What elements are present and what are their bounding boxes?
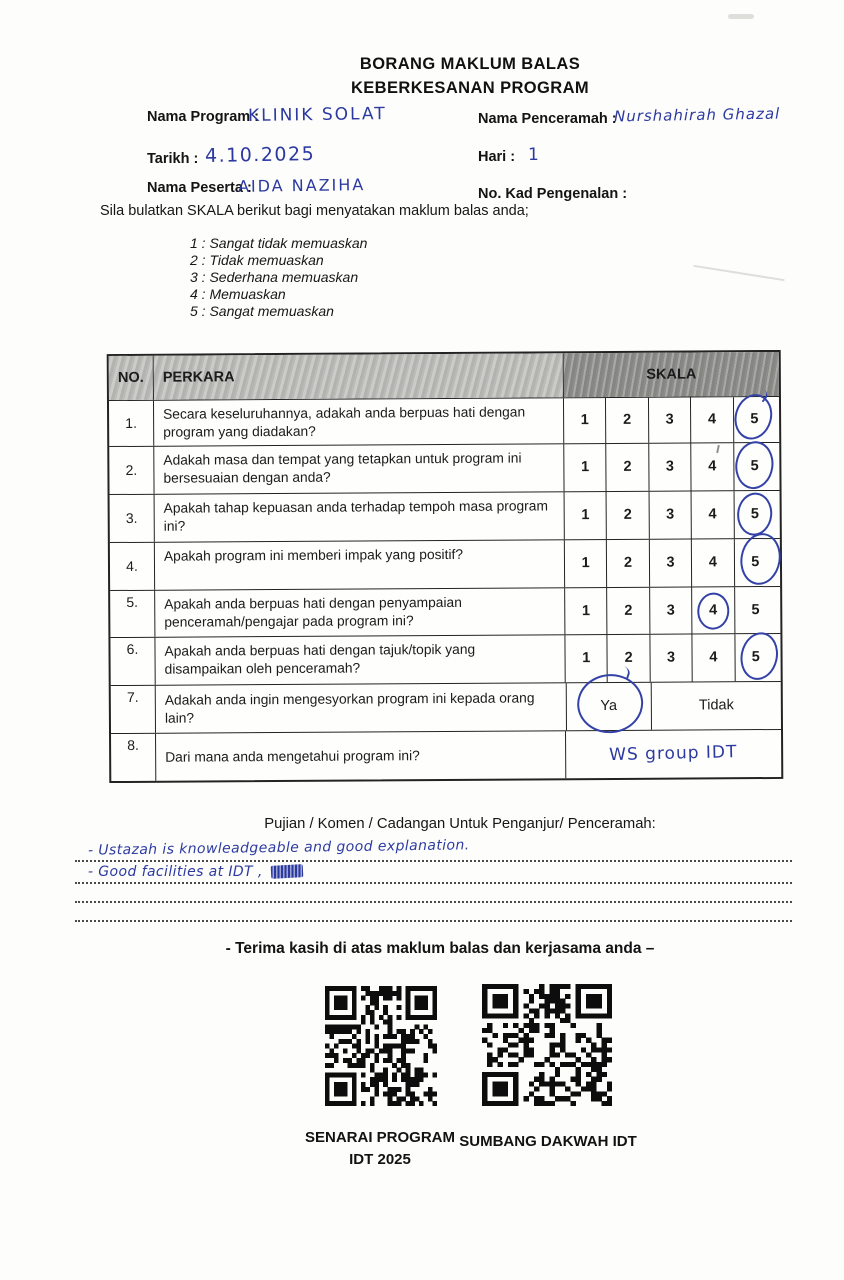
rating-table [107,350,784,783]
scribbled-out-word [270,864,303,879]
scale-option-1: 1 [565,540,608,587]
participant-name-label: Nama Peserta : [147,180,252,196]
form-title-line1: BORANG MAKLUM BALAS [359,55,581,73]
question-text: Apakah anda berpuas hati dengan penyampaian penceramah/pengajar pada program ini? [155,588,565,637]
scale-option-4: 4 [692,491,735,538]
comment-line-2-text: - Good facilities at IDT , [88,864,263,880]
circled-answer [696,591,730,630]
question-text: Dari mana anda mengetahui program ini? [156,731,566,781]
question-text: Adakah masa dan tempat yang tetapkan untuk program ini bersesuaian dengan anda? [154,444,564,494]
scale-option-1: 1 [564,398,607,443]
speaker-name-value: Nurshahirah Ghazal [613,104,781,126]
scan-artifact [693,265,784,281]
id-card-label: No. Kad Pengenalan : [478,186,628,202]
scale-option-5: 5 [734,443,776,490]
question-text: Apakah tahap kepuasan anda terhadap tempoh masa program ini? [155,492,565,542]
program-name-value: KLINIK SOLAT [247,104,387,126]
table-row [111,729,781,781]
legend-item-5: 5 : Sangat memuaskan [190,303,334,319]
qr-right-label: SUMBANG DAKWAH IDT [459,1133,637,1150]
table-row [110,633,780,685]
scale-cells [565,587,780,634]
scale-option-5: 5 [735,634,777,681]
dotted-line [75,901,792,903]
form-title-line2: KEBERKESANAN PROGRAM [350,79,590,97]
scale-option-2: 2 [608,635,651,682]
answer-cell [566,730,781,778]
table-row [110,490,780,542]
scale-option-3: 3 [649,397,692,442]
scale-legend [190,235,367,320]
scale-option-5: 5 [734,539,776,586]
scale-option-5: 5 [734,491,776,538]
participant-name-value: AIDA NAZIHA [237,175,366,196]
row-number: 7. [111,686,156,733]
speaker-name-label: Nama Penceramah : [478,111,617,127]
scale-option-1: 1 [565,588,608,634]
table-header-row [109,352,779,400]
scale-option-2: 2 [607,444,650,491]
scale-cells [565,634,780,682]
tidak-cell: Tidak [698,697,734,714]
row-number: 3. [110,495,155,542]
scale-option-5: 5 [751,601,760,618]
scale-cells [565,539,780,587]
scan-artifact [728,14,754,19]
table-row [110,586,780,637]
dotted-line [75,920,792,922]
scale-option-4: 4 [692,539,735,586]
scale-option-2: 2 [606,398,649,443]
table-row [109,442,779,494]
legend-item-2: 2 : Tidak memuaskan [190,252,324,268]
ya-cell: Ya [566,683,652,731]
scale-option-1: 1 [565,492,608,539]
scale-option-2: 2 [608,588,651,634]
row-number: 6. [110,638,155,685]
row-number: 8. [111,734,156,781]
scale-option-1: 1 [564,444,607,491]
date-value: 4.10.2025 [204,143,316,167]
scale-option-3: 3 [650,634,693,681]
circled-answer [737,530,785,588]
header-perkara: PERKARA [154,353,564,400]
question-text: Apakah program ini memberi impak yang positif? [155,540,565,590]
scale-option-4: 4 [693,634,736,681]
table-row [111,681,781,733]
scale-option-3: 3 [650,587,693,633]
handwritten-answer: WS group IDT [609,742,739,766]
scale-option-1: 1 [565,635,608,682]
thank-you-text: - Terima kasih di atas maklum balas dan kerjasama anda – [225,940,655,957]
scale-option-4: 4 [691,397,734,442]
scale-cells [565,491,780,539]
qr-left-label-line2: IDT 2025 [349,1151,411,1168]
program-name-label: Nama Program : [147,109,260,125]
scale-option-2: 2 [607,540,650,587]
row-number: 4. [110,543,155,590]
dotted-line [75,860,792,862]
scale-option-2: 2 [607,492,650,539]
scale-option-3: 3 [649,443,692,490]
scale-option-3: 3 [650,539,693,586]
row-number: 5. [110,591,155,637]
qr-left-label [295,1127,465,1171]
circled-answer [737,629,783,683]
day-value: 1 [528,145,539,165]
header-skala: SKALA [564,352,779,397]
dotted-line [75,882,792,884]
qr-left-label-line1: SENARAI PROGRAM [304,1129,455,1146]
legend-item-4: 4 : Memuaskan [190,286,286,302]
day-label: Hari : [478,149,516,165]
row-number: 1. [109,401,154,446]
legend-item-3: 3 : Sederhana memuaskan [190,269,359,285]
table-row [110,538,780,590]
header-no: NO. [109,356,154,400]
question-text: Apakah anda berpuas hati dengan tajuk/topik yang disampaikan oleh penceramah? [155,635,565,685]
scale-option-5: 5 [734,397,776,442]
row-number: 2. [109,447,154,494]
form-title [260,52,680,100]
scale-instruction: Sila bulatkan SKALA berikut bagi menyatakan maklum balas anda; [100,203,529,219]
question-text: Adakah anda ingin mengesyorkan program ini kepada orang lain? [156,683,567,733]
circled-answer [730,390,778,444]
qr-code-senarai-program [325,986,437,1106]
comments-heading: Pujian / Komen / Cadangan Untuk Penganjur/ Penceramah: [264,816,656,832]
circled-answer [735,491,774,537]
scale-cells [564,443,779,491]
circled-answer [733,439,777,492]
question-text: Secara keseluruhannya, adakah anda berpuas hati dengan program yang diadakan? [154,398,564,445]
scale-cells [564,397,779,443]
date-label: Tarikh : [147,151,199,167]
scale-option-4: 4 [692,587,735,633]
table-row [109,396,779,446]
scale-option-4: 4 [691,443,734,490]
qr-code-sumbang-dakwah [482,984,612,1106]
comment-line-1: - Ustazah is knowleadgeable and good explanation. [87,837,470,859]
scale-option-3: 3 [649,491,692,538]
comment-line-2 [88,863,303,881]
legend-item-1: 1 : Sangat tidak memuaskan [190,235,368,251]
